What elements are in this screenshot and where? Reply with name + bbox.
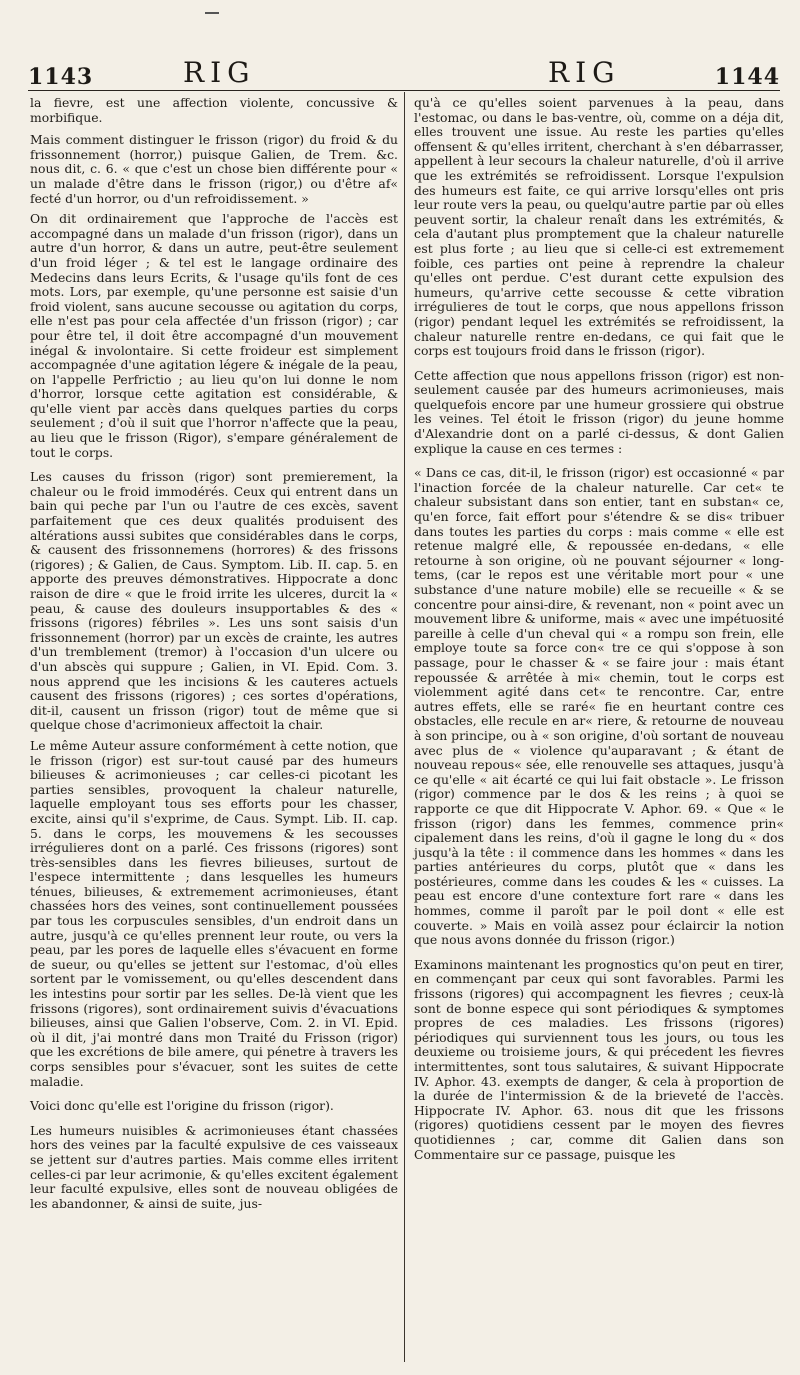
paragraph: On dit ordinairement que l'approche de l'accès est accompagné dans un malade d'un frisson (rigor), dans un autre d'un horror, & dans un autre, peut-être seulement d'un froid léger ; & tel est le langage ordinaire des Medecins dans leurs Ecrits, & l'usage qu'ils font de ces mots. Lors, par exemple, qu'une personne est saisie d'un froid violent, sans aucune secousse ou agitation du corps, elle n'est pas pour cela affectée d'un frisson (rigor) ; car pour être tel, il doit être accompagné d'un mouvement inégal & involontaire. Si cette froideur est simplement accompagnée d'une agitation légere & inégale de la peau, on l'appelle Perfrictio ; au lieu qu'on lui donne le nom d'horror, lorsque cette agitation est considérable, & qu'elle vient par accès dans quelques parties du corps seulement ; d'où il suit que l'horror n'affecte que la peau, au lieu que le frisson (Rigor), s'empare généralement de tout le corps.: [30, 211, 398, 460]
paragraph: Examinons maintenant les prognostics qu'on peut en tirer, en commençant par ceux qui sont favorables. Parmi les frissons (rigores) qui accompagnent les fievres ; ceux-là sont de bonne espece qui sont périodiques & symptomes propres de ces maladies. Les frissons (rigores) périodiques qui surviennent tous les jours, ou tous les deuxieme ou troisieme jours, & qui précedent les fievres intermittentes, sont tous salutaires, & suivant Hippocrate IV. Aphor. 43. exempts de danger, & cela à proportion de la durée de l'intermission & de la brieveté de l'accès. Hippocrate IV. Aphor. 63. nous dit que les frissons (rigores) quotidiens cessent par le moyen des fievres quotidiennes ; car, comme dit Galien dans son Commentaire sur ce passage, puisque les: [414, 956, 784, 1162]
header-rule: [28, 90, 780, 91]
page-header: [28, 56, 780, 92]
paragraph: Les humeurs nuisibles & acrimonieuses étant chassées hors des veines par la faculté expulsive de ces vaisseaux se jettent sur d'autres parties. Mais comme elles irritent celles-ci par leur acrimonie, & qu'elles excitent également leur faculté expulsive, elles sont de nouveau obligées de les abandonner, & ainsi de suite, jus-: [30, 1122, 398, 1211]
paragraph: Cette affection que nous appellons frisson (rigor) est non-seulement causée par des humeurs acrimonieuses, mais quelquefois encore par une humeur grossiere qui obstrue les veines. Tel étoit le frisson (rigor) du jeune homme d'Alexandrie dont on a parlé ci-dessus, & dont Galien explique la cause en ces termes :: [414, 367, 784, 456]
left-page-number: 1143: [28, 64, 94, 90]
paragraph: Les causes du frisson (rigor) sont premierement, la chaleur ou le froid immodérés. Ceux qui entrent dans un bain qui peche par l'un ou l'autre de ces excès, savent parfaitement que ces deux qualités produisent des altérations aussi subites que considérables dans le corps, & causent des frissonnemens (horrores) & des frissons (rigores) ; & Galien, de Caus. Symptom. Lib. II. cap. 5. en apporte des preuves démonstratives. Hippocrate a donc raison de dire « que le froid irrite les ulceres, durcit la « peau, & cause des douleurs insupportables & des « frissons (rigores) fébriles ». Les uns sont saisis d'un frissonnement (horror) par un excès de crainte, les autres d'un tremblement (tremor) à l'occasion d'un ulcere ou d'un abscès qui suppure ; Galien, in VI. Epid. Com. 3. nous apprend que les incisions & les cauteres actuels causent des frissons (rigores) ; ces sortes d'opérations, dit-il, causent un frisson (rigor) tout de même que si quelque chose d'acrimonieux affectoit la chair.: [30, 469, 398, 733]
paragraph: Voici donc qu'elle est l'origine du frisson (rigor).: [30, 1098, 334, 1114]
right-page-number: 1144: [714, 64, 780, 90]
right-running-head: RIG: [548, 56, 621, 89]
paragraph: Le même Auteur assure conformément à cette notion, que le frisson (rigor) est sur-tout causé par des humeurs bilieuses & acrimonieuses ; car celles-ci picotant les parties sensibles, provoquent la chaleur naturelle, laquelle employant tous ses efforts pour les chasser, excite, ainsi qu'il s'exprime, de Caus. Sympt. Lib. II. cap. 5. dans le corps, les mouvemens & les secousses irrégulieres dont on a parlé. Ces frissons (rigores) sont très-sensibles dans les fievres bilieuses, surtout de l'espece intermittente ; dans lesquelles les humeurs ténues, bilieuses, & extremement acrimonieuses, étant chassées hors des veines, sont continuellement poussées par tous les corpuscules sensibles, d'un endroit dans un autre, jusqu'à ce qu'elles prennent leur route, ou vers la peau, par les pores de laquelle elles s'évacuent en forme de sueur, ou qu'elles se jettent sur l'estomac, d'où elles sortent par le vomissement, ou qu'elles descendent dans les intestins pour sortir par les selles. De-là vient que les frissons (rigores), sont ordinairement suivis d'évacuations bilieuses, ainsi que Galien l'observe, Com. 2. in VI. Epid. où il dit, j'ai montré dans mon Traité du Frisson (rigor) que les excrétions de bile amere, qui pénetre à travers les corps sensibles pour s'évacuer, sont les suites de cette maladie.: [30, 737, 398, 1089]
right-column: [414, 96, 784, 1168]
column-divider: [404, 92, 405, 1362]
quoted-paragraph: « Dans ce cas, dit-il, le frisson (rigor) est occasionné « par l'inaction forcée de la chaleur naturelle. Car cet« te chaleur subsistant dans son entier, tant en substan« ce, qu'en force, fait effort pour s'étendre & se dis« tribuer dans toutes les parties du corps : mais comme « elle est retenue malgré elle, & repoussée en-dedans, « elle retourne à son origine, où ne pouvant séjourner « long-tems, (car le repos est une véritable mort pour « une substance d'une nature mobile) elle se recueille « & se concentre pour ainsi-dire, & revenant, non « point avec un mouvement libre & uniforme, mais « avec une impétuosité pareille à celle d'un cheval qui « a rompu son frein, elle employe toute sa force con« tre ce qui s'oppose à son passage, pour le chasser & « se faire jour : mais étant repoussée & arrêtée à mi« chemin, tout le corps est violemment agité dans cet« te rencontre. Car, entre autres effets, elle se raré« fie en heurtant contre ces obstacles, elle recule en ar« riere, & retourne de nouveau à son principe, ou à « son origine, d'où sortant de nouveau avec plus de « violence qu'auparavant ; & étant de nouveau repous« sée, elle renouvelle ses attaques, jusqu'à ce qu'elle « ait écarté ce qui lui fait obstacle ». Le frisson (rigor) commence par le dos & les reins ; à quoi se rapporte ce que dit Hippocrate V. Aphor. 69. « Que « le frisson (rigor) dans les femmes, commence prin« cipalement dans les reins, d'où il gagne le long du « dos jusqu'à la tête : il commence dans les hommes « dans les parties antérieures du corps, plutôt que « dans les postérieures, comme dans les coudes & les « cuisses. La peau est encore d'une contexture fort rare « dans les hommes, comme il paroît par le poil dont « elle est couverte. » Mais en voilà assez pour éclaircir la notion que nous avons donnée du frisson (rigor.): [414, 465, 784, 948]
top-print-mark: [205, 12, 219, 14]
paragraph: la fievre, est une affection violente, concussive & morbifique.: [30, 95, 398, 125]
paragraph: qu'à ce qu'elles soient parvenues à la peau, dans l'estomac, ou dans le bas-ventre, où, comme on a déja dit, elles trouvent une issue. Au reste les parties qu'elles offensent & qu'elles irritent, cherchant à s'en débarrasser, appellent à leur secours la chaleur naturelle, d'où il arrive que les extrémités se refroidissent. Lorsque l'expulsion des humeurs est faite, ce qui arrive lorsqu'elles ont pris leur route vers la peau, ou quelqu'autre partie par où elles peuvent sortir, la chaleur renaît dans les extrémités, & cela d'autant plus promptement que la chaleur naturelle est plus forte ; au lieu que si celle-ci est extremement foible, ces parties ont peine à reprendre la chaleur qu'elles ont perdue. C'est durant cette expulsion des humeurs, qu'arrive cette secousse & cette vibration irrégulieres de tout le corps, que nous appellons frisson (rigor) pendant lequel les extrémités se refroidissent, la chaleur naturelle rentre en-dedans, ce qui fait que le corps est toujours froid dans le frisson (rigor).: [414, 95, 784, 359]
left-running-head: RIG: [183, 56, 256, 89]
left-column: [30, 96, 398, 1217]
paragraph: Mais comment distinguer le frisson (rigor) du froid & du frissonnement (horror,) puisque Galien, de Trem. &c. nous dit, c. 6. « que c'est un chose bien différente pour « un malade d'être dans le frisson (rigor,) ou d'être af« fecté d'un horror, ou d'un refroidissement. »: [30, 132, 398, 206]
